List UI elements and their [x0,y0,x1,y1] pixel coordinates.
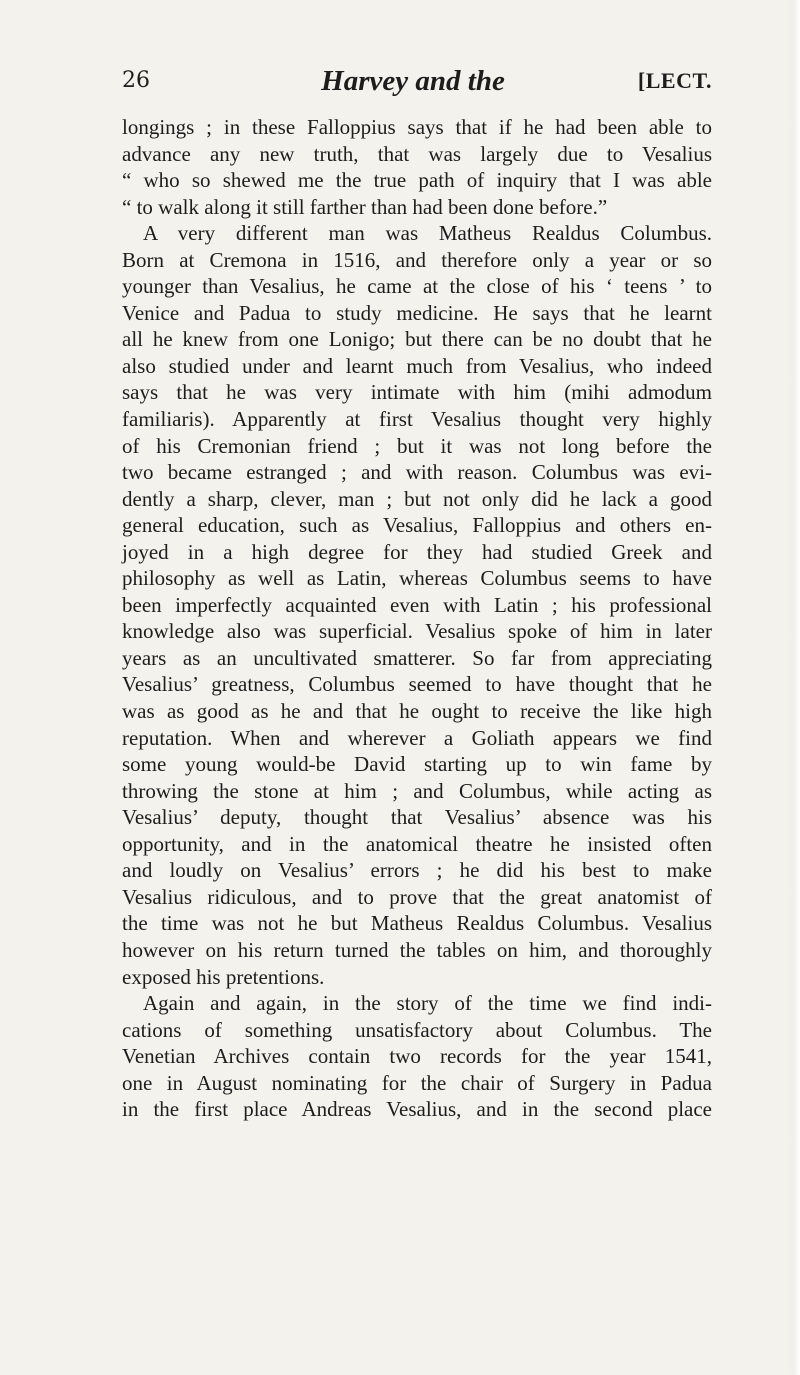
text-line: Born at Cremona in 1516, and therefore only a year or so [122,247,712,272]
page-edge [786,0,800,1375]
text-line: throwing the stone at him ; and Columbus, while acting as [122,778,712,803]
text-line: dently a sharp, clever, man ; but not only did he lack a good [122,486,712,511]
text-line: one in August nominating for the chair of Surgery in Padua [122,1070,712,1095]
text-line: was as good as he and that he ought to receive the like high [122,699,712,724]
page-header [122,62,712,100]
text-line: general education, such as Vesalius, Falloppius and others en- [122,513,712,538]
text-line: some young would-be David starting up to win fame by [122,752,712,777]
text-line: Vesalius’ greatness, Columbus seemed to have thought that he [122,672,712,697]
text-line: and loudly on Vesalius’ errors ; he did his best to make [122,858,712,883]
text-line: the time was not he but Matheus Realdus Columbus. Vesalius [122,911,712,936]
text-line: younger than Vesalius, he came at the close of his ‘ teens ’ to [122,274,712,299]
text-line: says that he was very intimate with him (mihi admodum [122,380,712,405]
text-line: joyed in a high degree for they had studied Greek and [122,539,712,564]
text-line: Venice and Padua to study medicine. He says that he learnt [122,300,712,325]
text-line: reputation. When and wherever a Goliath appears we find [122,725,712,750]
text-line: Vesalius ridiculous, and to prove that the great anatomist of [122,884,712,909]
text-line: all he knew from one Lonigo; but there can be no doubt that he [122,327,712,352]
text-line: “ who so shewed me the true path of inquiry that I was able [122,168,712,193]
text-line: Vesalius’ deputy, thought that Vesalius’ absence was his [122,805,712,830]
text-line: of his Cremonian friend ; but it was not long before the [122,433,712,458]
lecture-mark: [LECT. [637,68,712,93]
text-line: in the first place Andreas Vesalius, and in the second place [122,1097,712,1122]
text-line: cations of something unsatisfactory about Columbus. The [122,1017,712,1042]
text-line: knowledge also was superficial. Vesalius spoke of him in later [122,619,712,644]
text-line: longings ; in these Falloppius says that if he had been able to [122,115,712,139]
text-line: advance any new truth, that was largely due to Vesalius [122,141,712,166]
text-line: however on his return turned the tables on him, and thoroughly [122,937,712,962]
running-title: Harvey and the [321,65,505,97]
text-line: exposed his pretentions. [122,964,325,989]
text-line: two became estranged ; and with reason. Columbus was evi- [122,460,712,485]
text-line: also studied under and learnt much from Vesalius, who indeed [122,353,712,378]
text-line: A very different man was Matheus Realdus Columbus. [143,221,712,246]
text-line: Again and again, in the story of the time we find indi- [143,991,712,1016]
text-line: years as an uncultivated smatterer. So far from appreciating [122,645,712,670]
text-line: philosophy as well as Latin, whereas Columbus seems to have [122,566,712,591]
text-line: familiaris). Apparently at first Vesalius thought very highly [122,407,712,432]
text-line: Venetian Archives contain two records for the year 1541, [122,1044,712,1069]
text-line: been imperfectly acquainted even with Latin ; his professional [122,592,712,617]
text-line: “ to walk along it still farther than had been done before.” [122,194,608,219]
page-number: 26 [122,68,150,93]
text-line: opportunity, and in the anatomical theatre he insisted often [122,831,712,856]
body-text [122,114,712,1123]
